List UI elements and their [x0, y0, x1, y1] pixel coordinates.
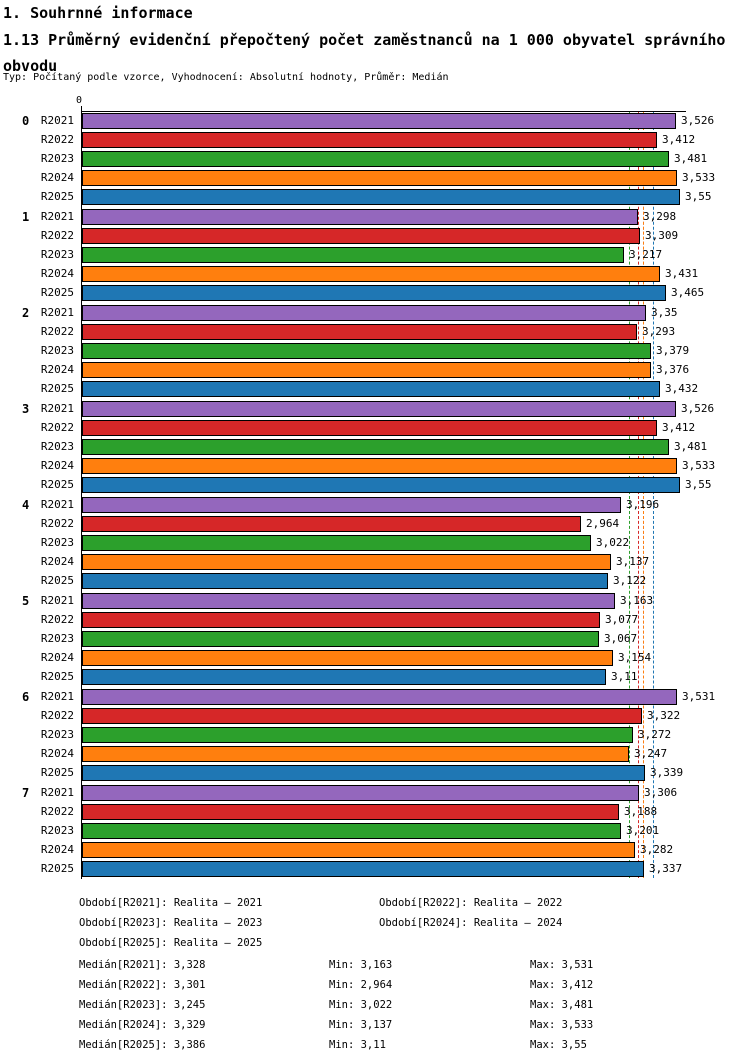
bar-row [0, 804, 750, 820]
series-label: R2021 [40, 594, 74, 607]
bar-group-7 [0, 785, 750, 881]
series-label: R2021 [40, 402, 74, 415]
series-label: R2021 [40, 786, 74, 799]
bar-0-r2021 [82, 113, 676, 129]
bar-row [0, 477, 750, 493]
bar-row [0, 727, 750, 743]
bar-group-5 [0, 593, 750, 689]
bar-value-label: 3,067 [604, 632, 638, 645]
bar-row [0, 305, 750, 321]
stat-min: Min: 3,163 [329, 959, 393, 971]
bar-value-label: 3,298 [643, 210, 677, 223]
group-label: 3 [22, 402, 30, 416]
bar-0-r2023 [82, 151, 669, 167]
series-label: R2021 [40, 498, 74, 511]
bar-value-label: 3,154 [618, 651, 652, 664]
bar-row [0, 113, 750, 129]
bar-group-3 [0, 401, 750, 497]
series-label: R2024 [40, 555, 74, 568]
bar-1-r2024 [82, 266, 660, 282]
bar-row [0, 842, 750, 858]
bar-2-r2025 [82, 381, 660, 397]
bar-row [0, 612, 750, 628]
series-label: R2022 [40, 709, 74, 722]
series-label: R2021 [40, 114, 74, 127]
bar-5-r2021 [82, 593, 615, 609]
series-label: R2022 [40, 133, 74, 146]
bar-row [0, 746, 750, 762]
bar-value-label: 3,533 [682, 459, 716, 472]
legend-item: Období[R2021]: Realita – 2021 [79, 897, 263, 909]
bar-value-label: 3,293 [642, 325, 676, 338]
bar-value-label: 3,55 [685, 478, 712, 491]
bar-row [0, 516, 750, 532]
bar-value-label: 3,432 [665, 382, 699, 395]
stat-min: Min: 3,022 [329, 999, 393, 1011]
group-label: 5 [22, 594, 30, 608]
stat-min: Min: 2,964 [329, 979, 393, 991]
stat-max: Max: 3,533 [530, 1019, 594, 1031]
series-label: R2024 [40, 267, 74, 280]
series-label: R2023 [40, 248, 74, 261]
bar-1-r2023 [82, 247, 624, 263]
bar-rows [0, 113, 750, 881]
group-label: 6 [22, 690, 30, 704]
group-label: 0 [22, 114, 30, 128]
bar-row [0, 631, 750, 647]
bar-6-r2021 [82, 689, 677, 705]
bar-value-label: 3,309 [645, 229, 679, 242]
bar-4-r2025 [82, 573, 608, 589]
bar-value-label: 3,376 [656, 363, 690, 376]
bar-value-label: 3,481 [674, 152, 708, 165]
series-label: R2025 [40, 190, 74, 203]
group-label: 2 [22, 306, 30, 320]
series-label: R2025 [40, 478, 74, 491]
legend-item: Období[R2025]: Realita – 2025 [79, 937, 263, 949]
bar-6-r2025 [82, 765, 645, 781]
bar-row [0, 381, 750, 397]
bar-row [0, 458, 750, 474]
bar-row [0, 823, 750, 839]
series-label: R2023 [40, 536, 74, 549]
bar-row [0, 228, 750, 244]
group-label: 1 [22, 210, 30, 224]
bar-2-r2024 [82, 362, 651, 378]
bar-value-label: 3,412 [662, 133, 696, 146]
bar-row [0, 401, 750, 417]
bar-row [0, 669, 750, 685]
legend-item: Období[R2023]: Realita – 2023 [79, 917, 263, 929]
bar-row [0, 151, 750, 167]
bar-value-label: 3,526 [681, 114, 715, 127]
bar-6-r2023 [82, 727, 633, 743]
stat-min: Min: 3,11 [329, 1039, 386, 1051]
bar-value-label: 3,531 [682, 690, 716, 703]
bar-row [0, 785, 750, 801]
bar-value-label: 3,11 [611, 670, 638, 683]
series-label: R2024 [40, 459, 74, 472]
bar-0-r2022 [82, 132, 657, 148]
bar-group-4 [0, 497, 750, 593]
bar-value-label: 3,196 [626, 498, 660, 511]
bar-1-r2021 [82, 209, 638, 225]
indicator-title: 1.13 Průměrný evidenční přepočtený počet zaměstnanců na 1 000 obyvatel správního obvodu [3, 31, 726, 75]
series-label: R2024 [40, 651, 74, 664]
series-label: R2023 [40, 728, 74, 741]
bar-value-label: 3,465 [671, 286, 705, 299]
series-label: R2021 [40, 210, 74, 223]
series-label: R2023 [40, 344, 74, 357]
bar-3-r2022 [82, 420, 657, 436]
bar-3-r2023 [82, 439, 669, 455]
chart-subtitle: Typ: Počítaný podle vzorce, Vyhodnocení: Absolutní hodnoty, Průměr: Medián [3, 72, 449, 83]
series-label: R2023 [40, 152, 74, 165]
series-label: R2024 [40, 363, 74, 376]
legend-item: Období[R2022]: Realita – 2022 [379, 897, 563, 909]
series-label: R2022 [40, 325, 74, 338]
series-label: R2025 [40, 670, 74, 683]
bar-row [0, 439, 750, 455]
bar-5-r2023 [82, 631, 599, 647]
bar-row [0, 765, 750, 781]
bar-5-r2024 [82, 650, 613, 666]
bar-0-r2024 [82, 170, 677, 186]
bar-row [0, 420, 750, 436]
stat-max: Max: 3,481 [530, 999, 594, 1011]
bar-value-label: 3,247 [634, 747, 668, 760]
bar-chart [0, 95, 750, 895]
bar-2-r2023 [82, 343, 651, 359]
bar-7-r2025 [82, 861, 644, 877]
bar-group-0 [0, 113, 750, 209]
bar-row [0, 362, 750, 378]
series-label: R2025 [40, 862, 74, 875]
legend [0, 897, 750, 957]
bar-row [0, 343, 750, 359]
stat-median: Medián[R2022]: 3,301 [79, 979, 206, 991]
stat-max: Max: 3,412 [530, 979, 594, 991]
bar-group-6 [0, 689, 750, 785]
bar-7-r2023 [82, 823, 621, 839]
series-label: R2021 [40, 306, 74, 319]
bar-4-r2023 [82, 535, 591, 551]
bar-3-r2024 [82, 458, 677, 474]
bar-value-label: 3,163 [620, 594, 654, 607]
bar-5-r2025 [82, 669, 606, 685]
bar-0-r2025 [82, 189, 680, 205]
bar-7-r2024 [82, 842, 635, 858]
bar-value-label: 3,322 [647, 709, 681, 722]
bar-5-r2022 [82, 612, 600, 628]
stat-max: Max: 3,531 [530, 959, 594, 971]
bar-value-label: 3,306 [644, 786, 678, 799]
bar-value-label: 3,188 [624, 805, 658, 818]
bar-row [0, 247, 750, 263]
series-label: R2023 [40, 824, 74, 837]
stat-median: Medián[R2023]: 3,245 [79, 999, 206, 1011]
bar-value-label: 3,137 [616, 555, 650, 568]
bar-row [0, 650, 750, 666]
x-axis-line [81, 111, 686, 112]
bar-value-label: 3,337 [649, 862, 683, 875]
bar-7-r2022 [82, 804, 619, 820]
bar-value-label: 3,35 [651, 306, 678, 319]
bar-row [0, 554, 750, 570]
bar-4-r2021 [82, 497, 621, 513]
bar-row [0, 861, 750, 877]
series-label: R2022 [40, 805, 74, 818]
bar-value-label: 3,533 [682, 171, 716, 184]
series-label: R2025 [40, 766, 74, 779]
bar-value-label: 3,077 [605, 613, 639, 626]
bar-value-label: 3,526 [681, 402, 715, 415]
bar-value-label: 3,201 [626, 824, 660, 837]
bar-row [0, 593, 750, 609]
bar-row [0, 285, 750, 301]
bar-group-1 [0, 209, 750, 305]
series-label: R2024 [40, 747, 74, 760]
series-label: R2022 [40, 229, 74, 242]
stat-median: Medián[R2021]: 3,328 [79, 959, 206, 971]
bar-value-label: 3,379 [656, 344, 690, 357]
bar-row [0, 170, 750, 186]
bar-row [0, 708, 750, 724]
bar-row [0, 689, 750, 705]
section-title: 1. Souhrnné informace [3, 4, 193, 22]
bar-1-r2025 [82, 285, 666, 301]
bar-row [0, 266, 750, 282]
bar-value-label: 2,964 [586, 517, 620, 530]
legend-item: Období[R2024]: Realita – 2024 [379, 917, 563, 929]
bar-value-label: 3,412 [662, 421, 696, 434]
bar-value-label: 3,481 [674, 440, 708, 453]
bar-value-label: 3,431 [665, 267, 699, 280]
series-label: R2021 [40, 690, 74, 703]
bar-6-r2024 [82, 746, 629, 762]
bar-2-r2022 [82, 324, 637, 340]
bar-row [0, 209, 750, 225]
bar-2-r2021 [82, 305, 646, 321]
bar-row [0, 189, 750, 205]
bar-4-r2022 [82, 516, 581, 532]
bar-group-2 [0, 305, 750, 401]
bar-value-label: 3,55 [685, 190, 712, 203]
series-label: R2025 [40, 574, 74, 587]
series-label: R2025 [40, 286, 74, 299]
bar-value-label: 3,339 [650, 766, 684, 779]
bar-row [0, 324, 750, 340]
stats-table [0, 959, 750, 1062]
series-label: R2023 [40, 440, 74, 453]
bar-3-r2025 [82, 477, 680, 493]
series-label: R2024 [40, 843, 74, 856]
bar-value-label: 3,272 [638, 728, 672, 741]
bar-value-label: 3,022 [596, 536, 630, 549]
series-label: R2022 [40, 517, 74, 530]
bar-3-r2021 [82, 401, 676, 417]
bar-row [0, 535, 750, 551]
bar-value-label: 3,282 [640, 843, 674, 856]
series-label: R2023 [40, 632, 74, 645]
series-label: R2024 [40, 171, 74, 184]
bar-row [0, 573, 750, 589]
series-label: R2025 [40, 382, 74, 395]
bar-6-r2022 [82, 708, 642, 724]
bar-4-r2024 [82, 554, 611, 570]
bar-value-label: 3,122 [613, 574, 647, 587]
axis-zero-label: 0 [76, 95, 83, 106]
bar-7-r2021 [82, 785, 639, 801]
bar-row [0, 132, 750, 148]
stat-min: Min: 3,137 [329, 1019, 393, 1031]
bar-1-r2022 [82, 228, 640, 244]
group-label: 4 [22, 498, 30, 512]
stat-median: Medián[R2024]: 3,329 [79, 1019, 206, 1031]
bar-row [0, 497, 750, 513]
series-label: R2022 [40, 421, 74, 434]
group-label: 7 [22, 786, 30, 800]
series-label: R2022 [40, 613, 74, 626]
bar-value-label: 3,217 [629, 248, 663, 261]
stat-max: Max: 3,55 [530, 1039, 587, 1051]
stat-median: Medián[R2025]: 3,386 [79, 1039, 206, 1051]
